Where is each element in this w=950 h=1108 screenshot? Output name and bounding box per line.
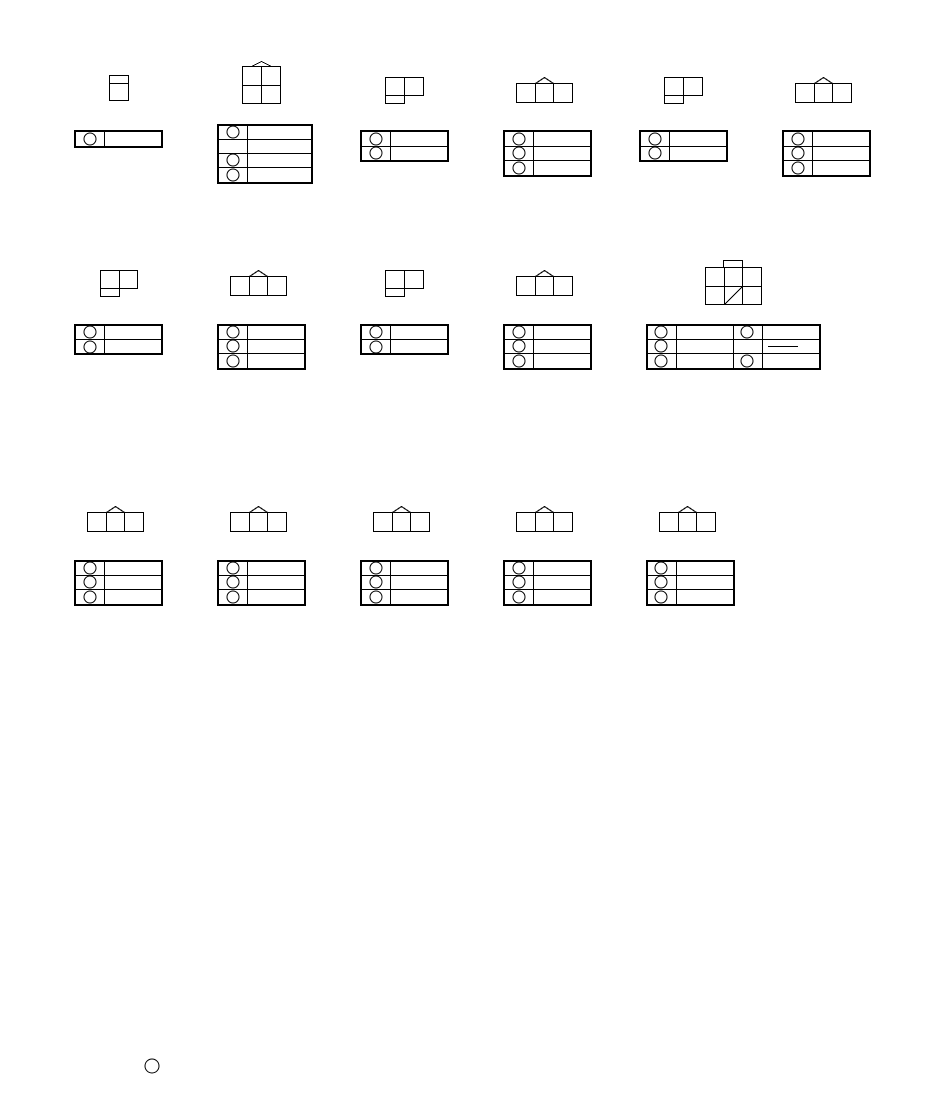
pin-table-5 — [640, 131, 727, 161]
pin-table-1 — [75, 131, 162, 147]
pin-circle — [513, 340, 525, 352]
pin-table-14 — [361, 561, 448, 605]
pin-circle — [513, 562, 525, 574]
pin-circle — [513, 355, 525, 367]
pin-circle — [227, 355, 239, 367]
legend-circle-symbol — [145, 1059, 159, 1073]
pin-circle — [741, 326, 753, 338]
pin-table-10 — [504, 325, 591, 369]
pin-table-16 — [647, 561, 734, 605]
pin-circle — [227, 154, 239, 166]
pin-circle — [370, 133, 382, 145]
pin-circle — [227, 169, 239, 181]
pin-circle — [84, 133, 96, 145]
pin-circle — [370, 147, 382, 159]
pin-circle — [649, 133, 661, 145]
pin-circle — [649, 147, 661, 159]
pin-circle — [84, 341, 96, 353]
pin-circle — [513, 326, 525, 338]
connector-face-9 — [386, 271, 424, 297]
pin-circle — [370, 562, 382, 574]
pin-table-2 — [218, 125, 312, 183]
connector-face-6 — [796, 78, 852, 103]
connector-face-2 — [243, 62, 281, 104]
pin-circle — [227, 340, 239, 352]
pin-circle — [370, 326, 382, 338]
pin-circle — [513, 162, 525, 174]
connector-face-15 — [517, 507, 573, 532]
pin-circle — [792, 147, 804, 159]
pin-circle — [513, 133, 525, 145]
pin-circle — [370, 341, 382, 353]
pin-circle — [84, 562, 96, 574]
connector-face-10 — [517, 271, 573, 296]
connector-face-13 — [231, 507, 287, 532]
connector-face-1 — [110, 76, 129, 101]
pin-circle — [741, 355, 753, 367]
connector-face-14 — [374, 507, 430, 532]
pin-circle — [655, 591, 667, 603]
pin-circle — [227, 562, 239, 574]
connector-face-8 — [231, 271, 287, 296]
connector-face-16 — [660, 507, 716, 532]
pin-circle — [792, 162, 804, 174]
connector-face-7 — [101, 271, 138, 297]
pin-table-11 — [647, 325, 820, 369]
pin-table-6 — [783, 131, 870, 176]
pin-circle — [655, 576, 667, 588]
pin-circle — [655, 355, 667, 367]
connector-face-5 — [665, 78, 703, 104]
connector-face-3 — [386, 78, 424, 104]
pin-circle — [227, 126, 239, 138]
pin-circle — [513, 147, 525, 159]
pin-table-13 — [218, 561, 305, 605]
pin-circle — [227, 326, 239, 338]
pin-circle — [370, 591, 382, 603]
connector-face-11 — [706, 261, 762, 305]
pin-circle — [84, 591, 96, 603]
pin-circle — [370, 576, 382, 588]
pin-table-15 — [504, 561, 591, 605]
pin-circle — [513, 576, 525, 588]
pin-table-3 — [361, 131, 448, 161]
pin-table-8 — [218, 325, 305, 369]
pin-table-12 — [75, 561, 162, 605]
pin-circle — [513, 591, 525, 603]
pin-circle — [84, 576, 96, 588]
connector-face-4 — [517, 78, 573, 103]
connector-face-12 — [88, 507, 144, 532]
pin-circle — [84, 326, 96, 338]
pin-table-4 — [504, 131, 591, 176]
pin-table-9 — [361, 325, 448, 354]
pin-circle — [227, 576, 239, 588]
pin-circle — [655, 562, 667, 574]
pin-circle — [655, 340, 667, 352]
pin-circle — [655, 326, 667, 338]
pin-circle — [792, 133, 804, 145]
pin-circle — [227, 591, 239, 603]
pin-table-7 — [75, 325, 162, 354]
